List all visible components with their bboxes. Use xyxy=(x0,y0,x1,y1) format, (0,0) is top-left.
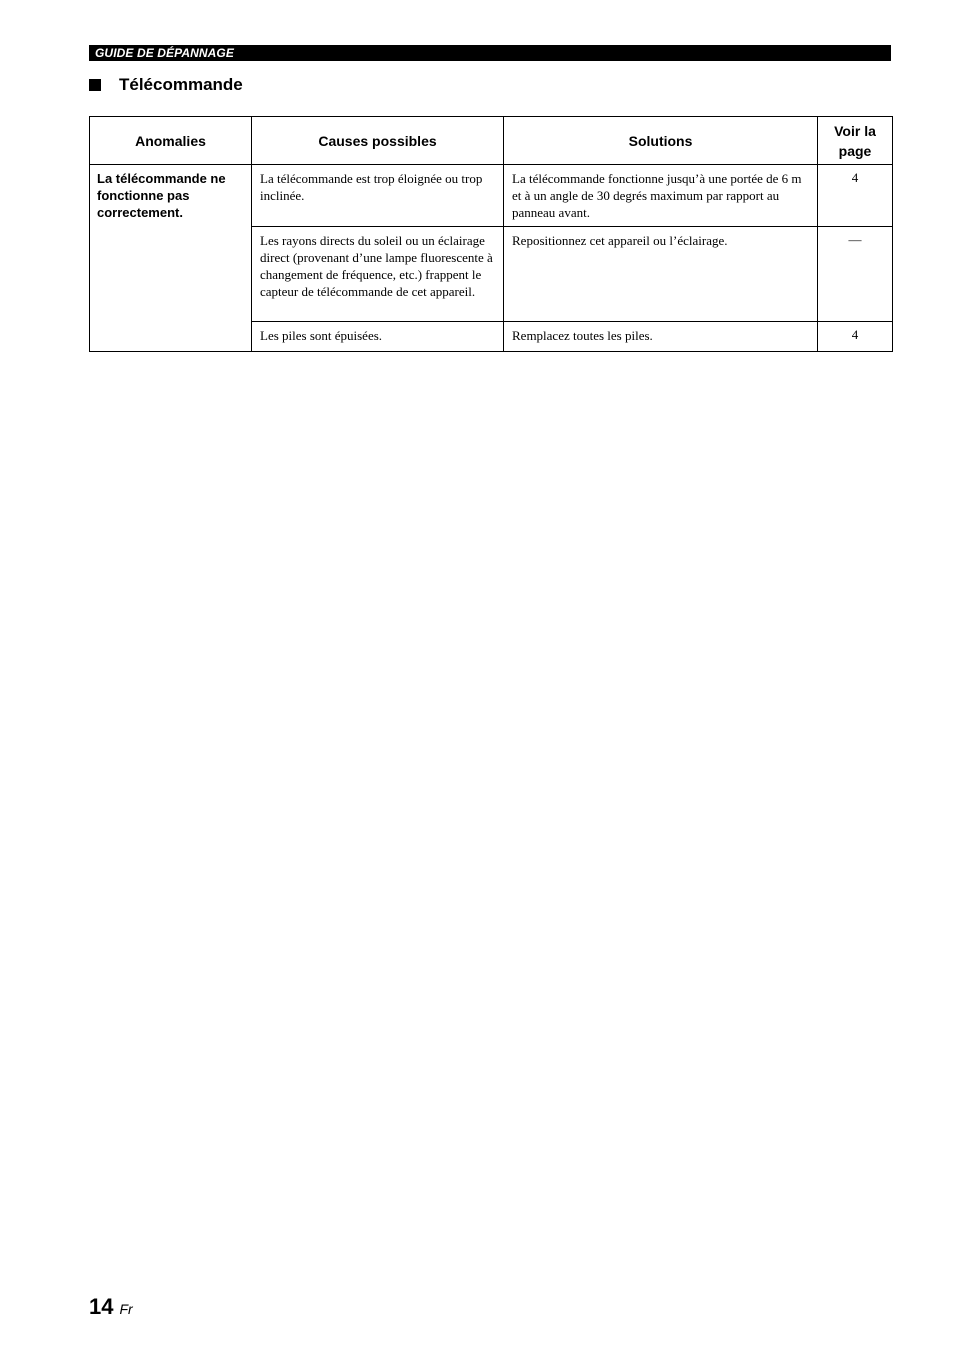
table-row xyxy=(90,165,893,227)
solution-cell: La télécommande fonctionne jusqu’à une portée de 6 m et à un angle de 30 degrés maximum par rapport au panneau avant. xyxy=(504,165,818,227)
page-footer xyxy=(89,1293,133,1321)
column-header-solutions: Solutions xyxy=(504,117,818,165)
page-number: 14 xyxy=(89,1294,114,1319)
running-header-title: GUIDE DE DÉPANNAGE xyxy=(95,46,234,60)
page-ref-cell: — xyxy=(818,227,893,322)
table-header-row xyxy=(90,117,893,165)
page-ref-cell: 4 xyxy=(818,165,893,227)
column-header-page: Voir la page xyxy=(818,117,893,165)
troubleshooting-table xyxy=(89,116,893,352)
black-square-icon xyxy=(89,79,101,91)
section-title: Télécommande xyxy=(119,75,243,94)
cause-cell: Les rayons directs du soleil ou un éclairage direct (provenant d’une lampe fluorescente à changement de fréquence, etc.) frappent le capteur de télécommande de cet appareil. xyxy=(252,227,504,322)
column-header-causes: Causes possibles xyxy=(252,117,504,165)
page-ref-cell: 4 xyxy=(818,322,893,352)
solution-cell: Remplacez toutes les piles. xyxy=(504,322,818,352)
section-heading xyxy=(89,73,243,97)
page-language: Fr xyxy=(119,1301,133,1317)
anomaly-cell: La télécommande ne fonctionne pas correctement. xyxy=(90,165,252,352)
cause-cell: Les piles sont épuisées. xyxy=(252,322,504,352)
solution-cell: Repositionnez cet appareil ou l’éclairage. xyxy=(504,227,818,322)
column-header-anomalies: Anomalies xyxy=(90,117,252,165)
cause-cell: La télécommande est trop éloignée ou trop inclinée. xyxy=(252,165,504,227)
running-header-bar xyxy=(89,45,891,61)
